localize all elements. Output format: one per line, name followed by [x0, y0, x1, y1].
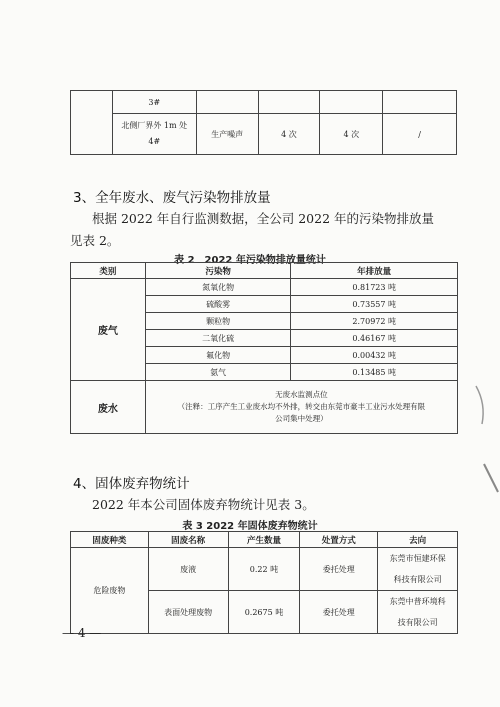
- amount-cell: 0.81723 吨: [291, 279, 458, 296]
- wastewater-note: 无废水监测点位 （注释：工序产生工业废水均不外排，转交由东莞市豪丰工业污水处理有限 公司集中处理）: [145, 381, 457, 434]
- location-cell: 3#: [112, 91, 196, 114]
- table-2-caption: 表 2 2022 年污染物排放量统计: [174, 255, 326, 266]
- pollutant-cell: 氨气: [145, 364, 291, 381]
- amount-cell: 2.70972 吨: [291, 313, 458, 330]
- section-4-heading: 4、固体废弃物统计: [73, 476, 190, 492]
- destination-cell: 东莞中普环境科: [378, 591, 458, 613]
- frequency-cell: 4 次: [320, 114, 383, 155]
- noise-monitoring-table-fragment: [70, 90, 457, 155]
- scan-mark: [484, 464, 498, 492]
- amount-cell: 0.13485 吨: [291, 364, 458, 381]
- pollutant-emission-table: [70, 262, 458, 434]
- page-number: — 4 —: [62, 626, 102, 640]
- method-cell: 委托处理: [300, 591, 378, 634]
- location-cell: 北侧厂界外 1m 处 4#: [112, 114, 196, 155]
- category-cell: 废水: [71, 381, 146, 434]
- pollutant-cell: 氮氧化物: [145, 279, 291, 296]
- column-header: 年排放量: [291, 263, 458, 279]
- item-cell: 生产噪声: [196, 114, 258, 155]
- result-cell: /: [383, 114, 457, 155]
- category-cell: 危险废物: [71, 548, 149, 634]
- merged-cell: [71, 91, 113, 155]
- pollutant-cell: 氟化物: [145, 347, 291, 364]
- section-3-paragraph-line2: 见表 2。: [70, 233, 120, 248]
- waste-name-cell: 表面处理废物: [148, 591, 228, 634]
- frequency-cell: 4 次: [258, 114, 320, 155]
- table-3-caption: 表 3 2022 年固体废弃物统计: [182, 521, 318, 532]
- column-header: 类别: [71, 263, 146, 279]
- column-header: 污染物: [145, 263, 291, 279]
- pollutant-cell: 二氧化硫: [145, 330, 291, 347]
- scan-mark: [476, 386, 483, 424]
- column-header: 固废名称: [148, 532, 228, 548]
- pollutant-cell: 颗粒物: [145, 313, 291, 330]
- destination-cell: 科技有限公司: [378, 569, 458, 591]
- column-header: 去向: [378, 532, 458, 548]
- section-3-paragraph-line1: 根据 2022 年自行监测数据，全公司 2022 年的污染物排放量: [92, 211, 435, 226]
- waste-name-cell: 废液: [148, 548, 228, 591]
- pollutant-cell: 硫酸雾: [145, 296, 291, 313]
- amount-cell: 0.2675 吨: [228, 591, 300, 634]
- column-header: 固废种类: [71, 532, 149, 548]
- solid-waste-table: [70, 531, 458, 634]
- section-4-paragraph: 2022 年本公司固体废弃物统计见表 3。: [92, 497, 315, 512]
- amount-cell: 0.00432 吨: [291, 347, 458, 364]
- method-cell: 委托处理: [300, 548, 378, 591]
- destination-cell: 技有限公司: [378, 612, 458, 634]
- column-header: 产生数量: [228, 532, 300, 548]
- amount-cell: 0.73557 吨: [291, 296, 458, 313]
- section-3-heading: 3、全年废水、废气污染物排放量: [73, 190, 271, 206]
- category-cell: 废气: [71, 279, 146, 381]
- amount-cell: 0.22 吨: [228, 548, 300, 591]
- scan-edge-marks: [470, 380, 500, 500]
- destination-cell: 东莞市恒建环保: [378, 548, 458, 570]
- column-header: 处置方式: [300, 532, 378, 548]
- amount-cell: 0.46167 吨: [291, 330, 458, 347]
